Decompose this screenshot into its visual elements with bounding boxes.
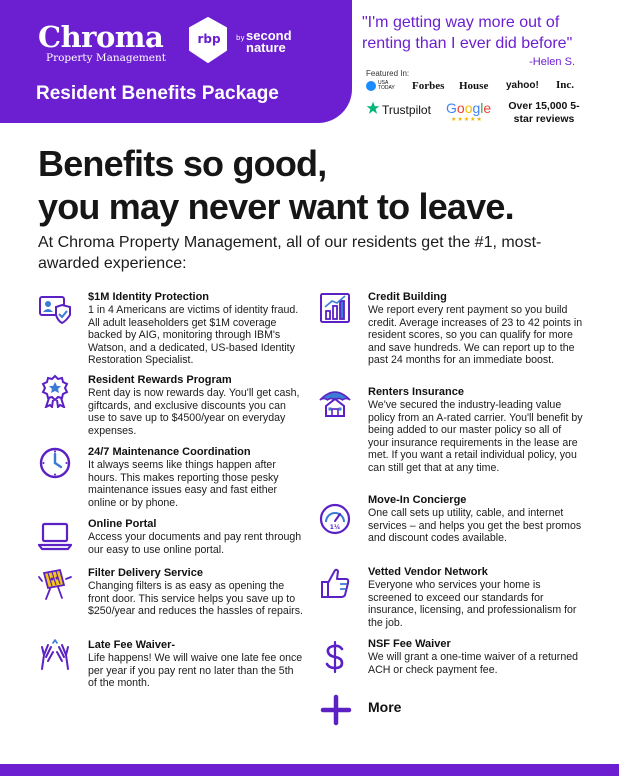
- dollar-sign-icon: [318, 640, 352, 674]
- benefit-description: We report every rent payment so you build credit. Average increases of 23 to 42 points in resident scores, so you can qualify for more and save hundreds. We can report up to the past 24 months for an immediate boost.: [368, 304, 583, 367]
- press-house: House: [459, 80, 489, 92]
- svg-text:1¼: 1¼: [329, 524, 341, 531]
- benefit-title: Resident Rewards Program: [88, 374, 232, 386]
- partner-name: second nature: [246, 28, 292, 55]
- intro-text: At Chroma Property Management, all of our residents get the #1, most-awarded experience:: [38, 234, 542, 272]
- benefit-description: One call sets up utility, cable, and internet services – and helps you get the best promos and discount codes available.: [368, 507, 582, 545]
- thumbs-up-icon: [318, 566, 352, 600]
- benefit-title: Online Portal: [88, 518, 157, 530]
- partner-by: by: [236, 34, 245, 42]
- usa-today-logo-icon: [366, 81, 376, 91]
- rewards-medal-icon: [38, 374, 72, 408]
- benefit-description: Rent day is now rewards day. You'll get cash, giftcards, and exclusive discounts you can use to save up to $4500/year on everyday expenses.: [88, 387, 300, 437]
- benefit-description: It always seems like things happen after hours. This makes reporting those pesky maintenance issues easy and fast either online or by phone.: [88, 459, 279, 509]
- plus-icon: [320, 694, 352, 726]
- brand-logo: Chroma: [38, 20, 164, 54]
- trustpilot-star-icon: [366, 101, 380, 115]
- review-count: Over 15,000 5-star reviews: [508, 100, 580, 125]
- headline-line-2: you may never want to leave.: [38, 186, 514, 227]
- benefit-title: Credit Building: [368, 291, 447, 303]
- press-forbes: Forbes: [412, 80, 445, 92]
- google-stars: ★★★★★: [451, 116, 483, 123]
- benefit-description: We've secured the industry-leading value policy from an A-rated carrier. You'll benefit by being added to our master policy so all of your insurance requirements in the lease are met. If you want a retail individual policy, you can still get that at any time.: [368, 399, 583, 474]
- benefit-title: Late Fee Waiver-: [88, 639, 176, 651]
- house-umbrella-icon: [318, 384, 352, 418]
- banner-title: Resident Benefits Package: [36, 83, 279, 104]
- google-logo: Google: [446, 100, 492, 116]
- identity-shield-icon: [38, 291, 72, 325]
- benefit-title: Renters Insurance: [368, 386, 464, 398]
- benefit-title: Vetted Vendor Network: [368, 566, 488, 578]
- laptop-icon: [38, 518, 72, 552]
- benefit-title: 24/7 Maintenance Coordination: [88, 446, 251, 458]
- high-five-icon: [38, 639, 72, 673]
- benefit-description: Everyone who services your home is screened to exceed our standards for insurance, licensing, and professionalism for the job.: [368, 579, 577, 629]
- press-yahoo: yahoo!: [506, 80, 539, 91]
- press-inc: Inc.: [556, 79, 575, 91]
- benefit-description: We will grant a one-time waiver of a returned ACH or check payment fee.: [368, 651, 579, 676]
- benefit-description: 1 in 4 Americans are victims of identity fraud. All adult leaseholders get $1M coverage backed by AIG, monitoring through IBM's Watson, and a dedicated, US-based Identity Restoration Specialist.: [88, 304, 299, 367]
- brand-subtitle: Property Management: [46, 52, 166, 64]
- testimonial-quote: "I'm getting way more out of renting than I ever did before": [362, 14, 573, 52]
- bar-chart-icon: [318, 291, 352, 325]
- featured-in-label: Featured In:: [366, 69, 410, 78]
- concierge-speedometer-icon: [318, 502, 352, 536]
- testimonial-author: -Helen S.: [529, 56, 575, 68]
- press-usa-today: USA TODAY: [378, 80, 395, 91]
- benefit-title: Filter Delivery Service: [88, 567, 203, 579]
- benefit-description: Changing filters is as easy as opening the front door. This service helps you save up to $250/year and reduces the hassles of repairs.: [88, 580, 303, 618]
- clock-icon: [38, 446, 72, 480]
- benefit-title: $1M Identity Protection: [88, 291, 210, 303]
- trustpilot-label: Trustpilot: [382, 103, 431, 117]
- benefit-description: Access your documents and pay rent through our easy to use online portal.: [88, 531, 302, 556]
- headline: [38, 142, 514, 228]
- benefit-title: NSF Fee Waiver: [368, 638, 451, 650]
- footer-bar: [0, 764, 619, 776]
- headline-line-1: Benefits so good,: [38, 143, 327, 184]
- header-banner: [0, 0, 352, 123]
- benefit-title: Move-In Concierge: [368, 494, 467, 506]
- benefit-description: Life happens! We will waive one late fee once per year if you pay rent no later than the 5th of the month.: [88, 652, 303, 690]
- filter-box-icon: [38, 567, 72, 601]
- rbp-badge-text: rbp: [197, 32, 221, 46]
- more-label: More: [368, 699, 402, 715]
